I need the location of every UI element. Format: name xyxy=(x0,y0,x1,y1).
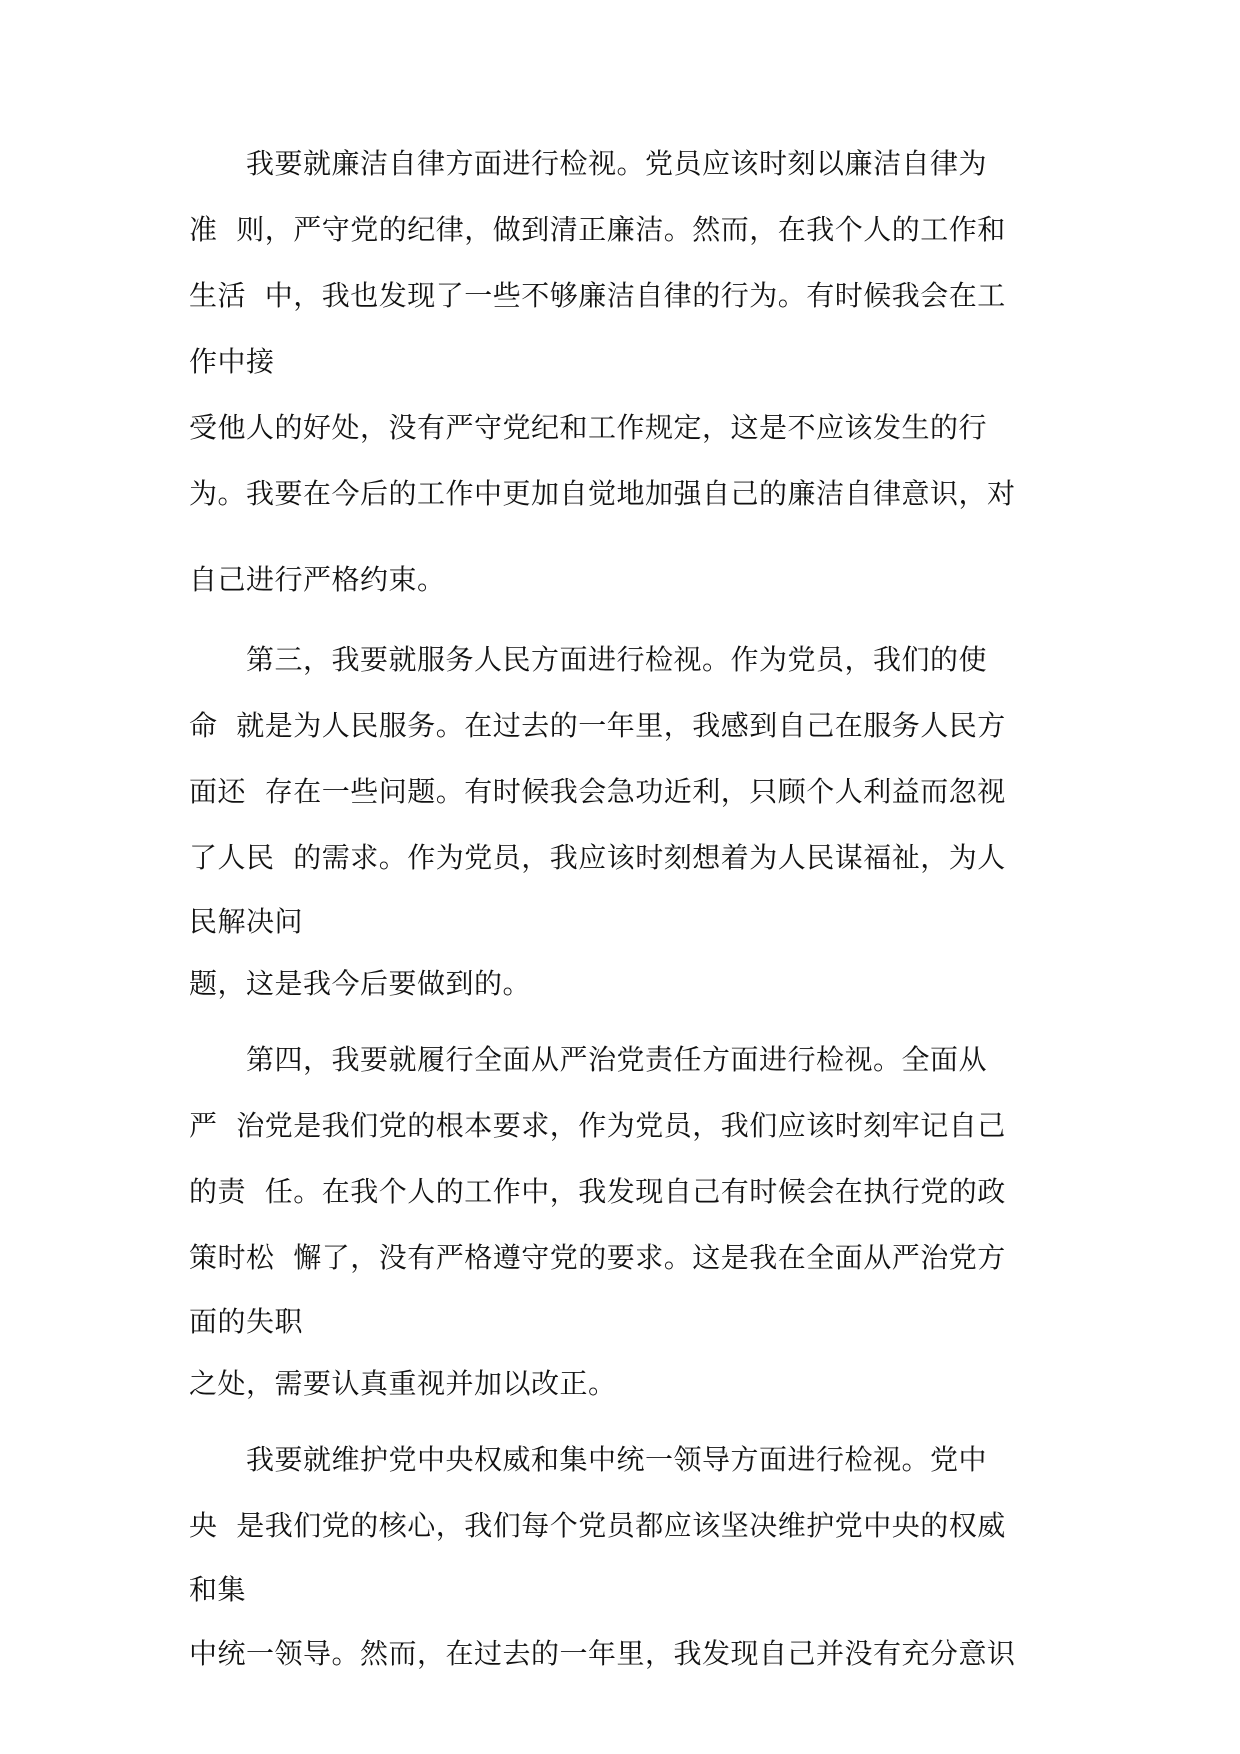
text-line: 生活 中，我也发现了一些不够廉洁自律的行为。有时候我会在工 xyxy=(189,279,1006,312)
text-line: 面还 存在一些问题。有时候我会急功近利，只顾个人利益而忽视 xyxy=(189,775,1006,808)
text-line: 策时松 懈了，没有严格遵守党的要求。这是我在全面从严治党方 xyxy=(189,1241,1006,1274)
text-line: 中统一领导。然而，在过去的一年里，我发现自己并没有充分意识 xyxy=(189,1637,1016,1670)
text-line: 央 是我们党的核心，我们每个党员都应该坚决维护党中央的权威 xyxy=(189,1509,1006,1542)
text-line: 准 则，严守党的纪律，做到清正廉洁。然而，在我个人的工作和 xyxy=(189,213,1006,246)
text-line: 命 就是为人民服务。在过去的一年里，我感到自己在服务人民方 xyxy=(189,709,1006,742)
text-line: 的责 任。在我个人的工作中，我发现自己有时候会在执行党的政 xyxy=(189,1175,1006,1208)
text-line: 面的失职 xyxy=(189,1305,304,1338)
text-line: 严 治党是我们党的根本要求，作为党员，我们应该时刻牢记自己 xyxy=(189,1109,1006,1142)
text-line: 第四，我要就履行全面从严治党责任方面进行检视。全面从 xyxy=(189,1043,988,1076)
text-line: 之处，需要认真重视并加以改正。 xyxy=(189,1367,617,1400)
text-line: 作中接 xyxy=(189,345,275,378)
text-line: 第三，我要就服务人民方面进行检视。作为党员，我们的使 xyxy=(189,643,988,676)
text-line: 民解决问 xyxy=(189,905,304,938)
text-line: 和集 xyxy=(189,1573,247,1606)
text-line: 我要就维护党中央权威和集中统一领导方面进行检视。党中 xyxy=(189,1443,988,1476)
text-line: 受他人的好处，没有严守党纪和工作规定，这是不应该发生的行 xyxy=(189,411,988,444)
text-line: 题，这是我今后要做到的。 xyxy=(189,967,532,1000)
text-line: 为。我要在今后的工作中更加自觉地加强自己的廉洁自律意识，对 xyxy=(189,477,1016,510)
text-line: 自己进行严格约束。 xyxy=(189,563,446,596)
text-line: 我要就廉洁自律方面进行检视。党员应该时刻以廉洁自律为 xyxy=(189,147,988,180)
text-line: 了人民 的需求。作为党员，我应该时刻想着为人民谋福祉，为人 xyxy=(189,841,1006,874)
